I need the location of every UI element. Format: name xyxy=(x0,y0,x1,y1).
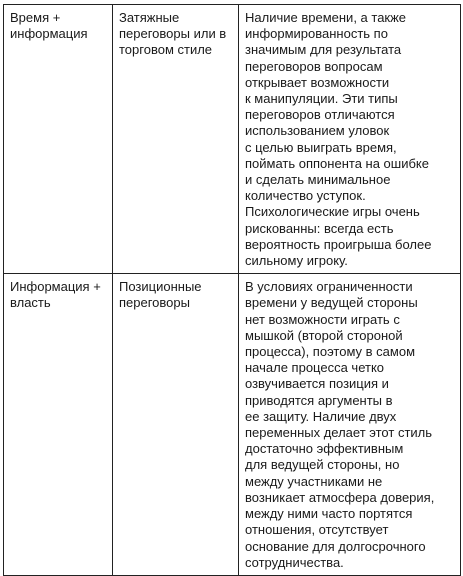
cell-line: основание для долгосрочного xyxy=(245,538,426,554)
cell-line: Информация + xyxy=(10,279,101,295)
cell-line: переговоров отличаются xyxy=(245,107,395,123)
cell-line: В условиях ограниченности xyxy=(245,279,413,295)
cell-line: информация xyxy=(10,26,88,42)
cell-line: торговом стиле xyxy=(119,42,213,58)
cell-line: между участниками не xyxy=(245,473,383,489)
cell-line: процесса), поэтому в самом xyxy=(245,344,416,360)
cell-line: Позиционные xyxy=(119,279,202,295)
cell-line: рискованны: всегда есть xyxy=(245,220,394,236)
table-row xyxy=(4,5,461,274)
cell-line: открывает возможности xyxy=(245,74,390,90)
cell-line: начале процесса четко xyxy=(245,360,385,376)
negotiation-styles-table xyxy=(3,4,461,576)
cell-line: вероятность проигрыша более xyxy=(245,236,432,252)
negotiation-type-cell xyxy=(113,274,239,576)
cell-line: нет возможности играть с xyxy=(245,311,400,327)
negotiation-type-cell xyxy=(113,5,239,274)
cell-line: переговоры или в xyxy=(119,26,227,42)
cell-line: приводятся аргументы в xyxy=(245,392,393,408)
cell-line: с целью выиграть время, xyxy=(245,139,397,155)
cell-line: озвучивается позиция и xyxy=(245,376,389,392)
cell-line: Психологические игры очень xyxy=(245,204,420,220)
cell-line: Наличие времени, а также xyxy=(245,10,407,25)
cell-line: к манипуляции. Эти типы xyxy=(245,91,398,107)
cell-line: переменных делает этот стиль xyxy=(245,425,433,441)
cell-line: переговоры xyxy=(119,295,190,311)
cell-line: возникает атмосфера доверия, xyxy=(245,489,435,505)
factors-cell xyxy=(4,5,113,274)
cell-line: Затяжные xyxy=(119,10,180,25)
cell-line: сильному игроку. xyxy=(245,253,348,269)
cell-line: информированность по xyxy=(245,26,388,42)
cell-line: поймать оппонента на ошибке xyxy=(245,155,429,171)
description-cell xyxy=(239,274,461,576)
cell-line: сотрудничества. xyxy=(245,554,344,570)
cell-line: времени у ведущей стороны xyxy=(245,295,418,311)
cell-line: для ведущей стороны, но xyxy=(245,457,400,473)
cell-line: отношения, отсутствует xyxy=(245,522,389,538)
cell-line: власть xyxy=(10,295,51,311)
cell-line: переговоров вопросам xyxy=(245,58,383,74)
cell-line: Время + xyxy=(10,10,61,25)
cell-line: значимым для результата xyxy=(245,42,402,58)
cell-line: и сделать минимальное xyxy=(245,172,391,188)
cell-line: использованием уловок xyxy=(245,123,390,139)
factors-cell xyxy=(4,274,113,576)
description-cell xyxy=(239,5,461,274)
cell-line: между ними часто портятся xyxy=(245,506,413,522)
cell-line: мышкой (второй стороной xyxy=(245,327,403,343)
cell-line: достаточно эффективным xyxy=(245,441,404,457)
cell-line: ее защиту. Наличие двух xyxy=(245,408,397,424)
cell-line: количество уступок. xyxy=(245,188,366,204)
table-row xyxy=(4,274,461,576)
